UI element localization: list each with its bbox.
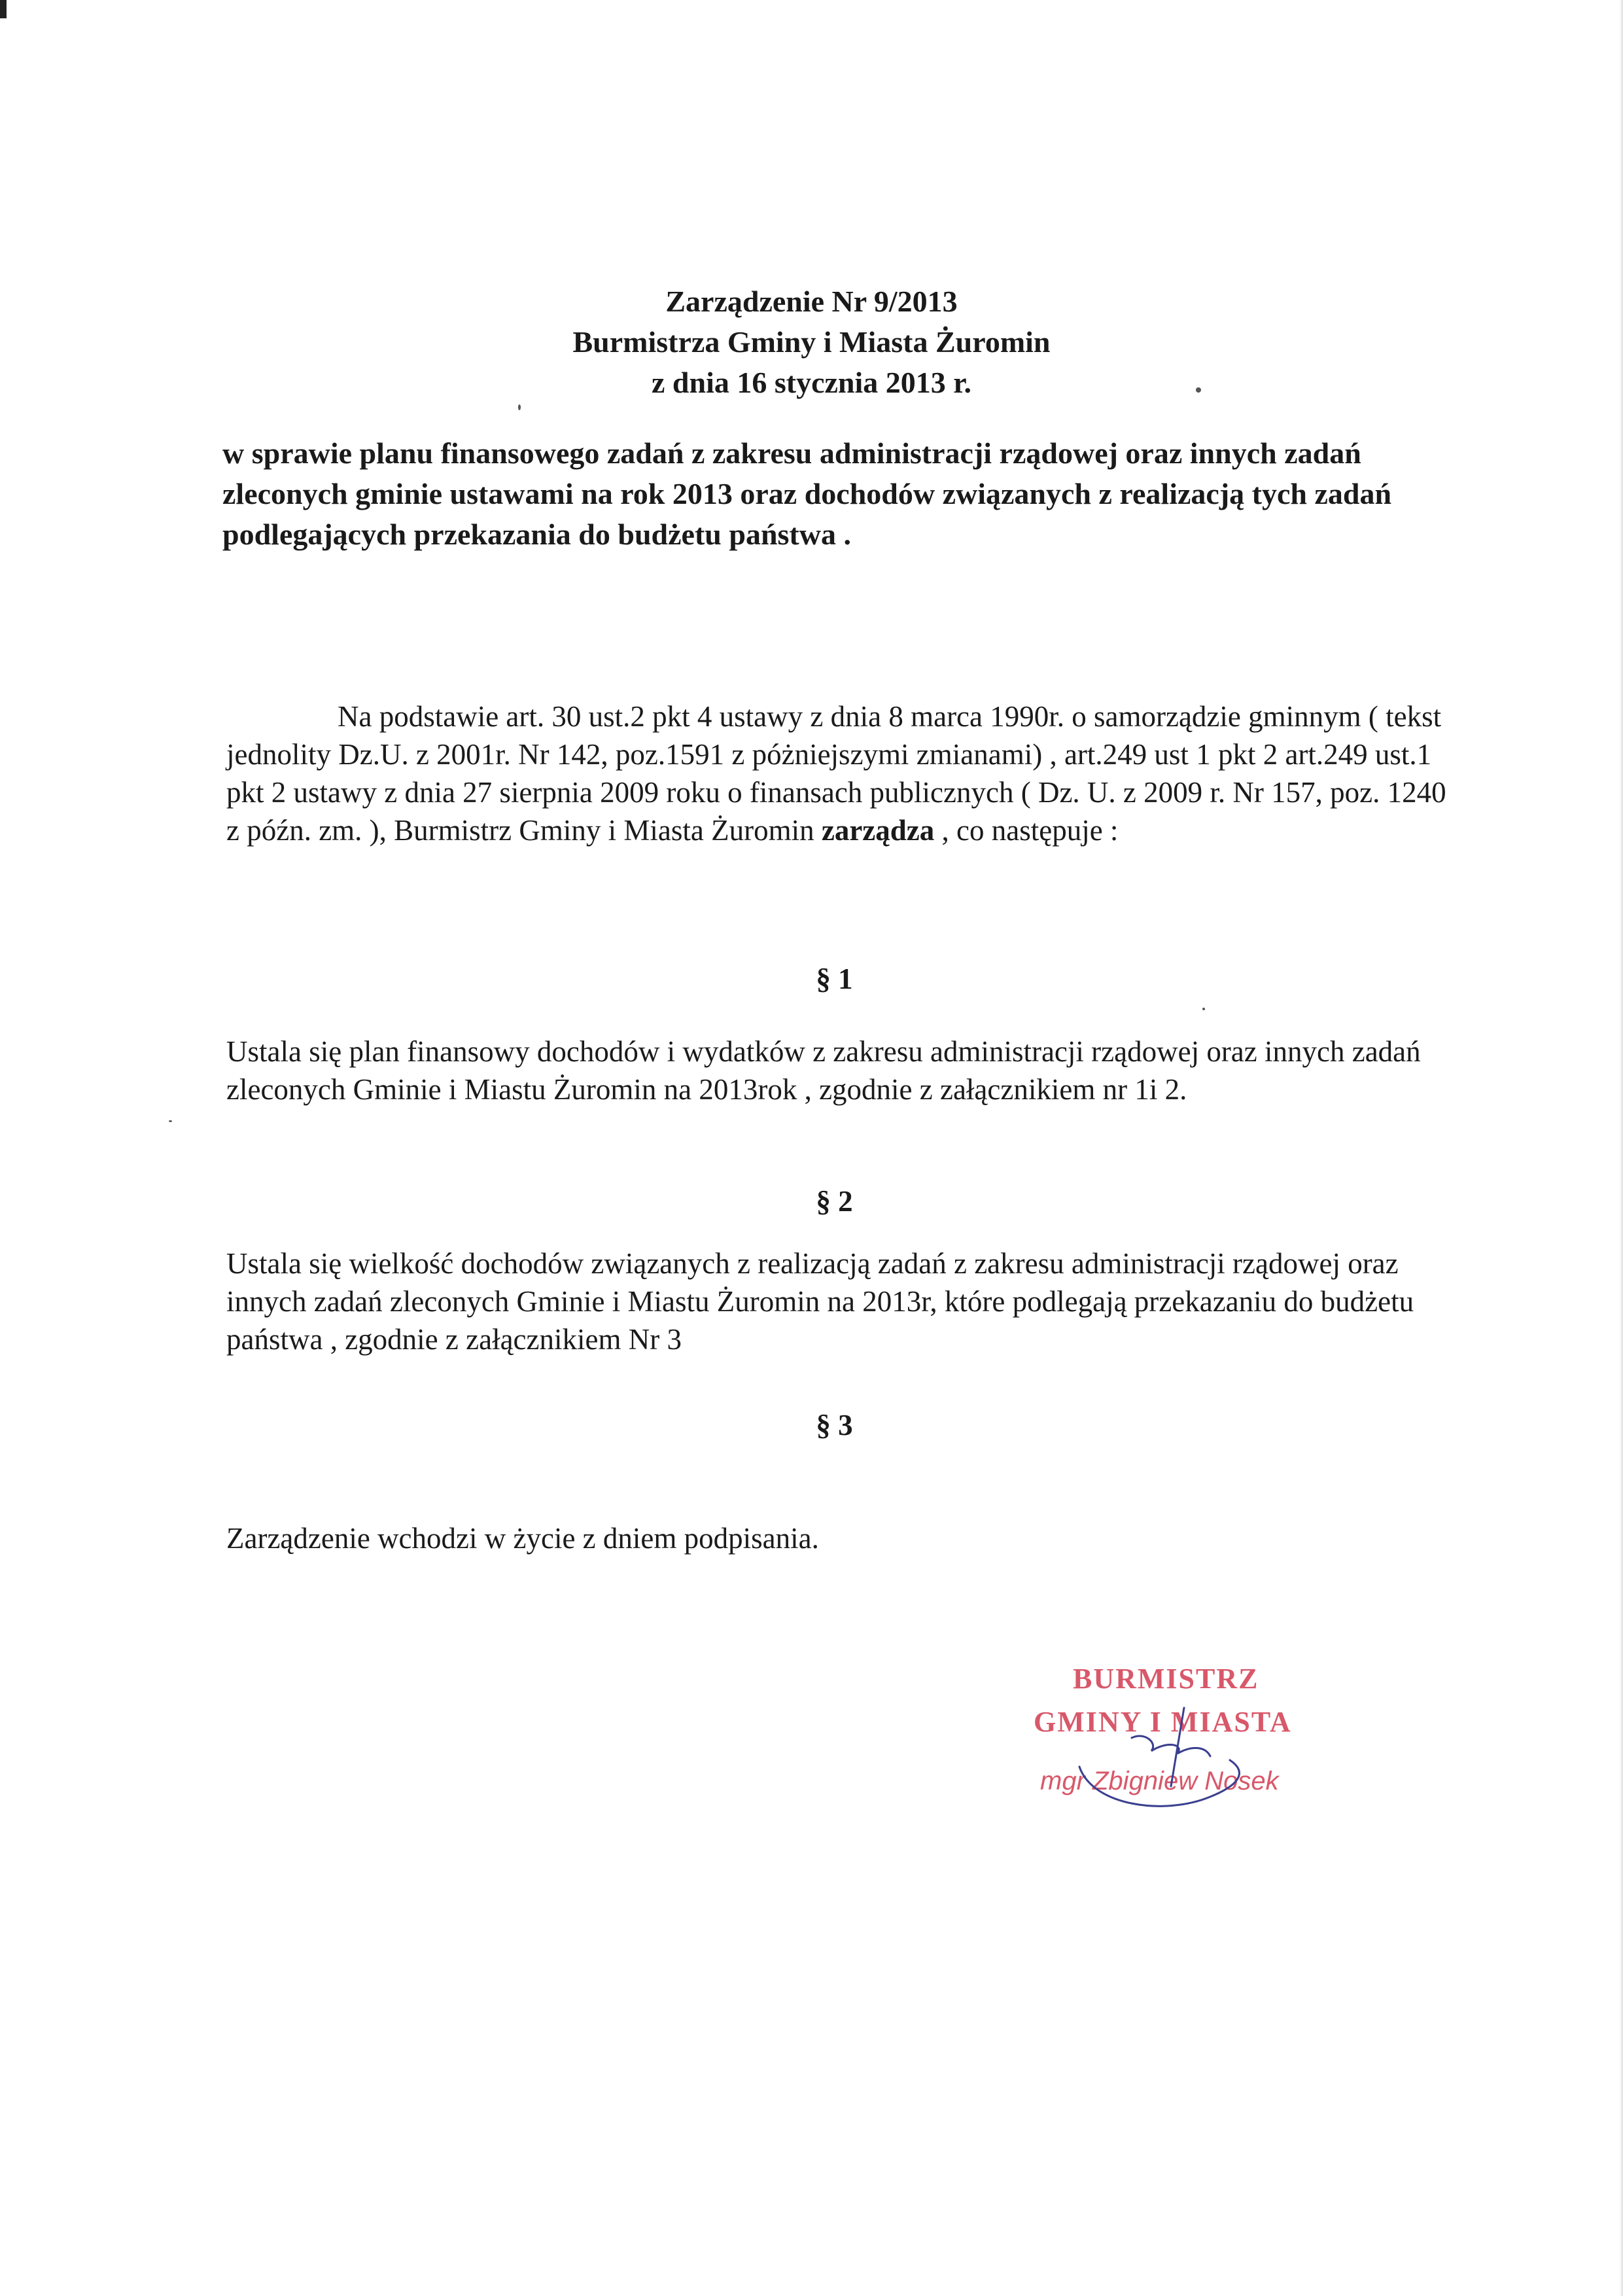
- legal-basis-text: Na podstawie art. 30 ust.2 pkt 4 ustawy z dnia 8 marca 1990r. o samorządzie gminnym ( tekst jednolity Dz.U. z 2001r. Nr 142, poz.1591 z póżniejszymi zmianami) , art.249 ust 1 pkt 2 art.249 ust.1 pkt 2 ustawy z dnia 27 sierpnia 2009 roku o finansach publicznych ( Dz. U. z 2009 r. Nr 157, poz. 1240 z późn. zm. ), Burmistrz Gminy i Miasta Żuromin: [226, 700, 1446, 847]
- scan-speck: [169, 1120, 172, 1122]
- document-date: z dnia 16 stycznia 2013 r.: [652, 366, 971, 399]
- stamp-signatory-name: mgr Zbigniew Nosek: [1040, 1767, 1279, 1795]
- section-mark: §: [816, 1409, 831, 1441]
- section-number: 1: [838, 963, 853, 995]
- document-subject: w sprawie planu finansowego zadań z zakresu administracji rządowej oraz innych zadań zleconych gminie ustawami na rok 2013 oraz dochodów związanych z realizacją tych zadań podlegających przekazania do budżetu państwa .: [222, 436, 1392, 551]
- section-text-2: Ustala się wielkość dochodów związanych z realizacją zadań z zakresu administracji rządowej oraz innych zadań zleconych Gminie i Miastu Żuromin na 2013r, które podlegają przekazaniu do budżetu państwa , zgodnie z załącznikiem Nr 3: [226, 1247, 1414, 1356]
- scan-mark: [0, 0, 7, 18]
- legal-basis-paragraph: [226, 698, 1450, 849]
- section-heading-3: [0, 1408, 1623, 1442]
- legal-basis-ending: , co następuje :: [934, 814, 1119, 847]
- section-text-1: Ustala się plan finansowy dochodów i wydatków z zakresu administracji rządowej oraz innych zadań zleconych Gminie i Miastu Żuromin na 2013rok , zgodnie z załącznikiem nr 1i 2.: [226, 1035, 1421, 1106]
- section-heading-1: [0, 962, 1623, 996]
- legal-basis-emphasis: zarządza: [821, 814, 935, 847]
- section-text-3: Zarządzenie wchodzi w życie z dniem podpisania.: [226, 1522, 819, 1555]
- section-mark: §: [816, 1185, 831, 1218]
- section-heading-2: [0, 1184, 1623, 1218]
- scan-speck: [1196, 387, 1201, 393]
- section-mark: §: [816, 963, 831, 995]
- scan-speck: [518, 404, 521, 410]
- section-number: 3: [838, 1409, 853, 1441]
- document-header: [0, 281, 1623, 403]
- document-issuer: Burmistrza Gminy i Miasta Żuromin: [572, 325, 1051, 359]
- stamp-title: BURMISTRZ: [1073, 1663, 1259, 1695]
- document-title: Zarządzenie Nr 9/2013: [665, 285, 958, 318]
- stamp-office: GMINY I MIASTA: [1034, 1706, 1292, 1738]
- scan-speck: [1202, 1008, 1205, 1010]
- official-stamp: [1021, 1662, 1328, 1819]
- section-number: 2: [838, 1185, 853, 1218]
